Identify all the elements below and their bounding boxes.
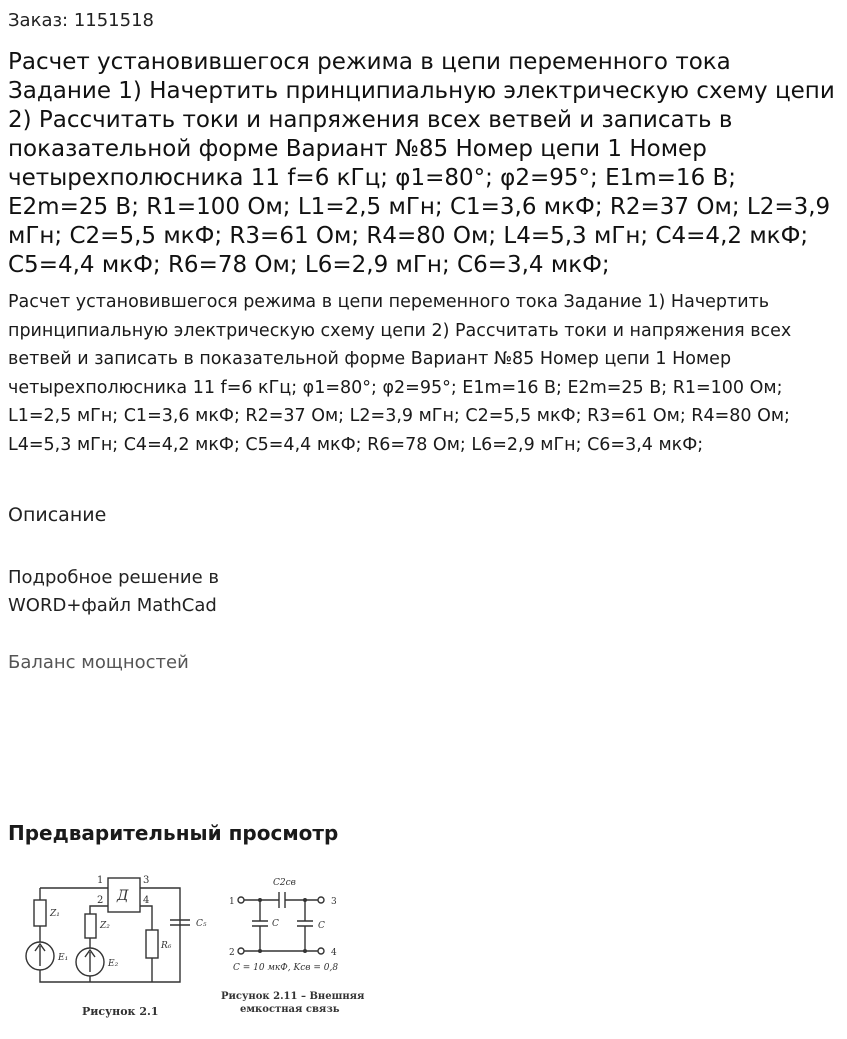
z2-label: Z₂ — [100, 921, 110, 931]
c5-label: C₅ — [196, 919, 207, 929]
page-title: Расчет установившегося режима в цепи переменного тока Задание 1) Начертить принципиальную электрическую схему цепи 2) Рассчитать токи и напряжения всех ветвей и записать в показательной форме Вариант №85 Номер цепи 1 Номер четырехполюсника 11 f=6 кГц; φ1=80°; φ2=95°; E1m=16 В; E2m=25 В; R1=100 Ом; L1=2,5 мГн; C1=3,6 мкФ; R2=37 Ом; L2=3,9 мГн; C2=5,5 мкФ; R3=61 Ом; R4=80 Ом; L4=5,3 мГн; C4=4,2 мкФ; C5=4,4 мкФ; R6=78 Ом; L6=2,9 мГн; C6=3,4 мкФ; — [8, 49, 835, 278]
node-2-label: 2 — [97, 895, 104, 906]
preview-figures — [0, 858, 847, 1035]
fig2-params: C = 10 мкФ, Kсв = 0,8 — [233, 963, 339, 973]
coupling-figure — [238, 892, 324, 954]
figure-2-caption-line2: емкостная связь — [240, 1004, 340, 1015]
z1-label: Z₁ — [50, 909, 60, 919]
order-number: Заказ: 1151518 — [8, 10, 154, 31]
description-text: Подробное решение в WORD+файл MathCad — [8, 567, 220, 616]
e1-label: E₁ — [58, 953, 69, 963]
node-1-label: 1 — [97, 875, 104, 886]
node-4-label: 4 — [143, 895, 150, 906]
left-capacitor-icon — [252, 900, 268, 951]
preview-area — [0, 858, 847, 1035]
product-summary: Расчет установившегося режима в цепи переменного тока Задание 1) Начертить принципиальную электрическую схему цепи 2) Рассчитать токи и напряжения всех ветвей и записать в показательной форме Вариант №85 Номер цепи 1 Номер четырехполюсника 11 f=6 кГц; φ1=80°; φ2=95°; E1m=16 В; E2m=25 В; R1=100 Ом; L1=2,5 мГн; C1=3,6 мкФ; R2=37 Ом; L2=3,9 мГн; C2=5,5 мкФ; R3=61 Ом; R4=80 Ом; L4=5,3 мГн; C4=4,2 мкФ; C5=4,4 мкФ; R6=78 Ом; L6=2,9 мГн; C6=3,4 мкФ; — [8, 292, 792, 455]
e2-label: E₂ — [108, 959, 119, 969]
z1-resistor-icon — [34, 900, 46, 926]
fig2-node-1: 1 — [229, 897, 235, 907]
c-right-label: C — [318, 921, 325, 931]
node-3-label: 3 — [143, 875, 150, 886]
fig2-node-2: 2 — [229, 948, 235, 958]
c2ce-capacitor-icon — [279, 892, 285, 908]
r6-label: R₆ — [161, 941, 172, 951]
c-left-label: C — [272, 919, 279, 929]
fig2-node-3: 3 — [331, 897, 337, 907]
figure-1-caption: Рисунок 2.1 — [82, 1005, 159, 1018]
right-capacitor-icon — [297, 900, 313, 951]
power-balance-text: Баланс мощностей — [8, 652, 189, 673]
z2-resistor-icon — [85, 914, 96, 938]
block-label: Д — [117, 888, 129, 904]
preview-heading: Предварительный просмотр — [8, 821, 339, 845]
description-heading: Описание — [8, 504, 107, 526]
fig2-node-4: 4 — [331, 948, 337, 958]
c2ce-label: C2св — [273, 878, 296, 888]
r6-resistor-icon — [146, 930, 158, 958]
figure-2-caption-line1: Рисунок 2.11 – Внешняя — [221, 991, 365, 1002]
